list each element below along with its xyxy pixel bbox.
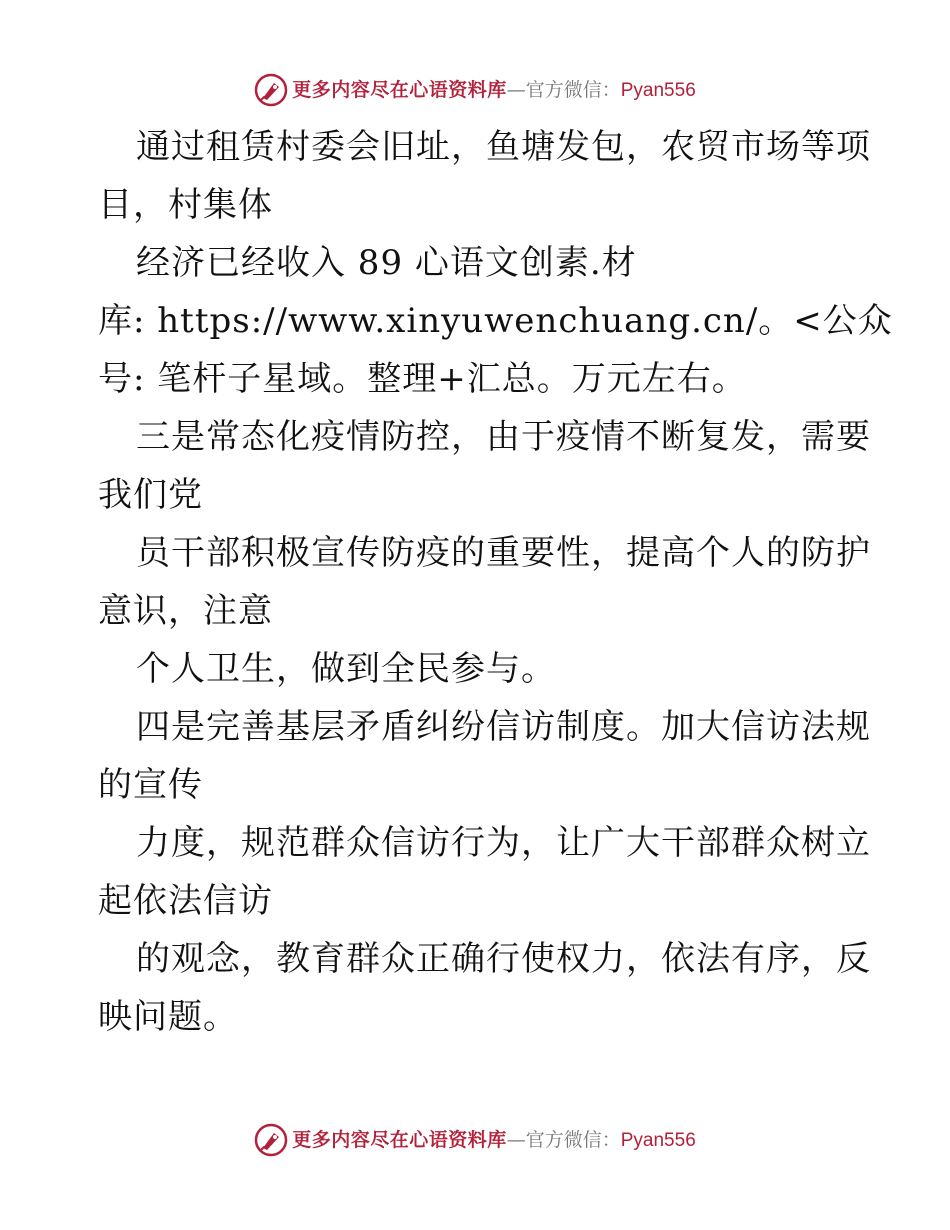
text-line: 个人卫生，做到全民参与。 [136, 649, 556, 689]
banner-wechat-id: Pyan556 [620, 1129, 696, 1151]
banner-wechat-label: —官方微信： [506, 1128, 621, 1151]
text-line: 的观念，教育群众正确行使权力，依法有序，反 [136, 939, 871, 979]
text-line: 映问题。 [98, 997, 238, 1037]
banner-wechat-id: Pyan556 [620, 79, 696, 101]
text-line: 库: https://www.xinyuwenchuang.cn/。<公众 [98, 301, 893, 341]
banner-text [292, 1120, 696, 1161]
text-line: 经济已经收入 89 心语文创素.材 [136, 243, 637, 283]
text-line: 四是完善基层矛盾纠纷信访制度。加大信访法规 [136, 707, 871, 747]
text-line: 员干部积极宣传防疫的重要性，提高个人的防护 [136, 533, 871, 573]
text-line: 号: 笔杆子星域。整理+汇总。万元左右。 [98, 359, 747, 399]
text-line: 我们党 [98, 475, 203, 515]
text-line: 意识，注意 [98, 591, 273, 631]
text-line: 起依法信访 [98, 881, 273, 921]
pen-nib-logo-icon [254, 1123, 288, 1157]
text-line: 三是常态化疫情防控，由于疫情不断复发，需要 [136, 417, 871, 457]
banner-wechat-label: —官方微信： [506, 78, 621, 101]
text-line: 通过租赁村委会旧址，鱼塘发包，农贸市场等项 [136, 127, 871, 167]
banner-site-name: 更多内容尽在心语资料库 [292, 1128, 507, 1151]
text-line: 目，村集体 [98, 185, 273, 225]
banner-site-name: 更多内容尽在心语资料库 [292, 78, 507, 101]
pen-nib-logo-icon [254, 73, 288, 107]
header-banner [0, 70, 950, 110]
footer-banner [0, 1120, 950, 1160]
text-line: 力度，规范群众信访行为，让广大干部群众树立 [136, 823, 871, 863]
banner-text [292, 70, 696, 111]
document-body [98, 118, 893, 1046]
text-line: 的宣传 [98, 765, 203, 805]
